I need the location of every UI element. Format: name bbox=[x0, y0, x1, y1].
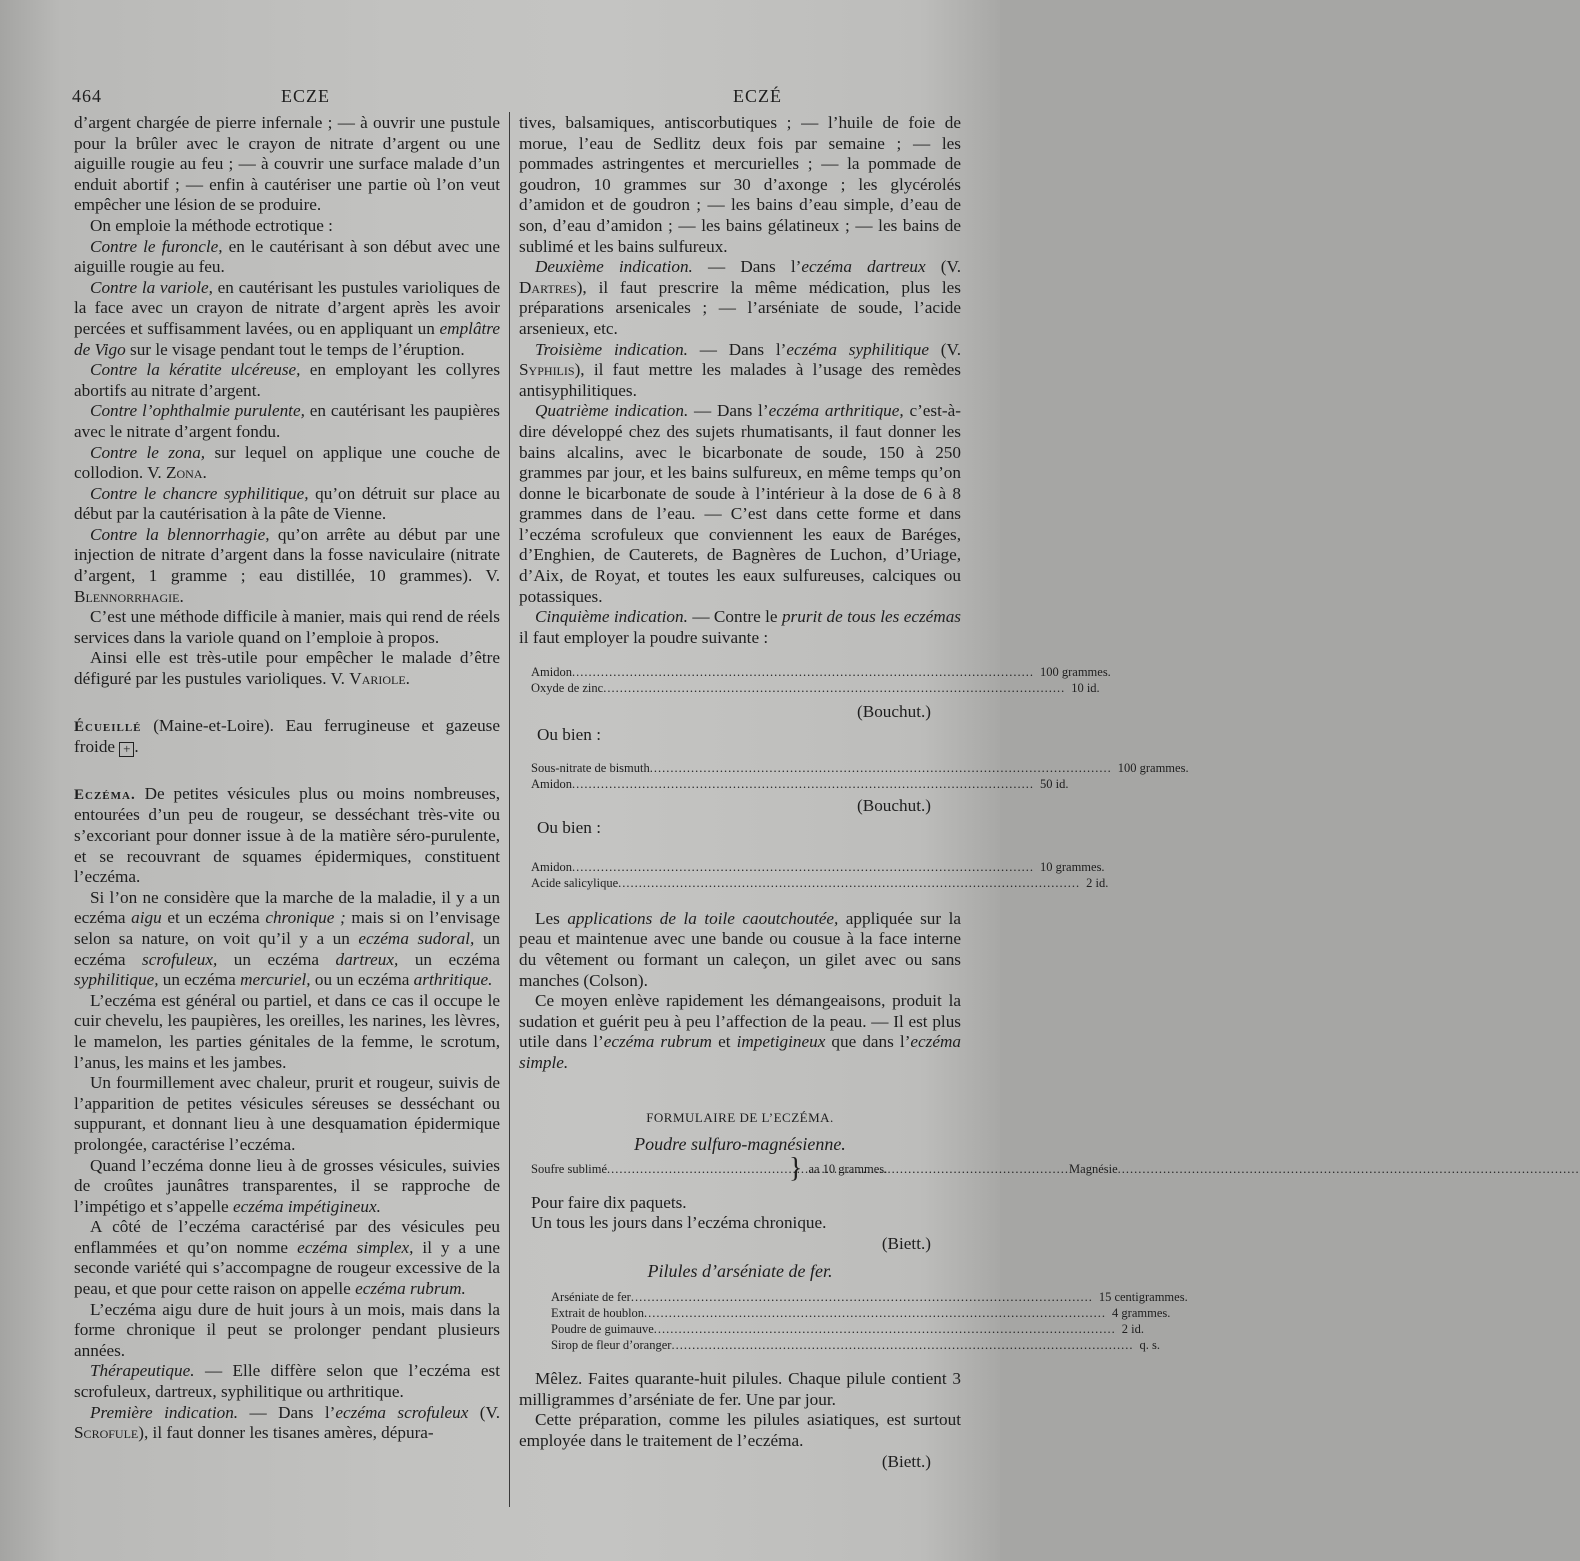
running-head-right: ECZÉ bbox=[733, 86, 782, 106]
formula-1-ingredients: Soufre sublimé ..... Magnésie ..... } aa 10 grammes. bbox=[531, 1155, 961, 1183]
paragraph: A côté de l’eczéma caractérisé par des vésicules peu enflammées et qu’on nomme eczéma simplex, il y a une seconde variété qui s’accompagne de rougeur excessive de la peau, et que pour cette raison on appelle eczéma rubrum. bbox=[74, 1217, 500, 1299]
source-citation: (Bouchut.) bbox=[857, 702, 931, 722]
formula-title: Poudre sulfuro-magnésienne. bbox=[634, 1134, 846, 1155]
paragraph: Si l’on ne considère que la marche de la maladie, il y a un eczéma aigu et un eczéma chronique ; mais si on l’envisage selon sa nature, on voit qu’il y a un eczéma sudoral, un eczéma scrofuleux, un eczéma dartreux, un eczéma syphilitique, un eczéma mercuriel, ou un eczéma arthritique. bbox=[74, 887, 501, 990]
recipe-line: Amidon ..... 10 grammes. bbox=[531, 859, 821, 875]
recipe-line: Oxyde de zinc ..... 10 id. bbox=[531, 680, 821, 696]
recipe-line: Sirop de fleur d’oranger ..... q. s. bbox=[551, 1337, 911, 1353]
paragraph: Deuxième indication. — Dans l’eczéma dartreux (V. Dartres), il faut prescrire la même médication, plus les préparations arsenicales ; — l’arséniate de soude, l’acide arsenieux, etc. bbox=[519, 257, 961, 338]
recipe-line: Amidon ..... 100 grammes. bbox=[531, 664, 821, 680]
recipe-3 bbox=[531, 859, 1109, 891]
recipe-2 bbox=[531, 760, 1189, 792]
paragraph: Contre l’ophthalmie purulente, en cautérisant les paupières avec le nitrate d’argent fondu. bbox=[74, 401, 500, 441]
paragraph: d’argent chargée de pierre infernale ; — à ouvrir une pustule pour la brûler avec le crayon de nitrate d’argent ou une aiguille rougie au feu ; — à couvrir une surface malade d’un enduit abortif ; — enfin à cautériser une partie où l’on veut empêcher une lésion de se produire. bbox=[74, 113, 500, 215]
recipe-line: Sous-nitrate de bismuth ..... 100 grammes. bbox=[531, 760, 821, 776]
paragraph: Contre la variole, en cautérisant les pustules varioliques de la face avec un crayon de nitrate d’argent après les avoir percées et suffisamment lavées, ou en appliquant un emplâtre de Vigo sur le visage pendant tout le temps de l’éruption. bbox=[74, 277, 500, 359]
entry-ecueille: Écueillé (Maine-et-Loire). Eau ferrugineuse et gazeuse froide + . bbox=[74, 715, 500, 757]
recipe-line: Arséniate de fer ..... 15 centigrammes. bbox=[551, 1289, 911, 1305]
paragraph: Contre la blennorrhagie, qu’on arrête au début par une injection de nitrate d’argent dans la fosse naviculaire (nitrate d’argent, 1 gramme ; eau distillée, 10 grammes). V. Blennorrhagie. bbox=[74, 524, 500, 606]
paragraph: Thérapeutique. — Elle diffère selon que l’eczéma est scrofuleux, dartreux, syphilitique ou arthritique. bbox=[74, 1361, 500, 1402]
right-column bbox=[519, 113, 1189, 1472]
source-citation: (Biett.) bbox=[881, 1233, 931, 1253]
entry-eczema: Eczéma. De petites vésicules plus ou moins nombreuses, entourées d’un peu de rougeur, se desséchant très-vite ou s’excoriant pour donner issue à de la matière séro-purulente, et se recouvrant de squames épidermiques, constituent l’eczéma. bbox=[74, 783, 500, 887]
headword: Eczéma. bbox=[74, 786, 136, 803]
or-text: Ou bien : bbox=[537, 725, 601, 745]
paragraph: Ainsi elle est très-utile pour empêcher le malade d’être défiguré par les pustules varioliques. V. Variole. bbox=[74, 648, 500, 689]
left-column bbox=[74, 113, 500, 1444]
source-citation: (Bouchut.) bbox=[857, 795, 931, 815]
page-number: 464 bbox=[72, 86, 102, 106]
paragraph: Contre la kératite ulcéreuse, en employant les collyres abortifs au nitrate d’argent. bbox=[74, 360, 501, 400]
column-divider bbox=[509, 112, 510, 1507]
paragraph: Quatrième indication. — Dans l’eczéma arthritique, c’est-à-dire développé chez des sujets rhumatisants, il faut donner les bains alcalins, avec le bicarbonate de soude, 150 à 250 grammes par jour, et les bains sulfureux, en même temps qu’on donne le bicarbonate de soude à l’intérieur à la dose de 6 à 8 grammes dans de l’eau. — C’est dans cette forme et dans l’eczéma scrofuleux que conviennent les eaux de Baréges, d’Enghien, de Cauterets, de Bagnères de Luchon, d’Uriage, d’Aix, de Royat, et toutes les eaux sulfureuses, calciques ou potassiques. bbox=[519, 401, 961, 606]
paragraph: Première indication. — Dans l’eczéma scrofuleux (V. Scrofule), il faut donner les tisanes amères, dépura- bbox=[74, 1402, 500, 1443]
paragraph: Quand l’eczéma donne lieu à de grosses vésicules, suivies de croûtes jaunâtres transparentes, il se rapproche de l’impétigo et s’appelle eczéma impétigineux. bbox=[74, 1155, 500, 1216]
running-head-left: ECZE bbox=[281, 86, 330, 106]
recipe-1 bbox=[531, 664, 1111, 696]
formula-instruction: Un tous les jours dans l’eczéma chronique. bbox=[531, 1213, 827, 1233]
formula-quantity: aa 10 grammes. bbox=[808, 1161, 888, 1176]
paragraph: Ce moyen enlève rapidement les démangeaisons, produit la sudation et guérit peu à peu l’affection de la peau. — Il est plus utile dans l’eczéma rubrum et impetigineux que dans l’eczéma simple. bbox=[519, 991, 962, 1072]
or-text: Ou bien : bbox=[537, 818, 601, 838]
source-citation: (Biett.) bbox=[881, 1451, 931, 1471]
formulary-heading: FORMULAIRE DE L’ECZÉMA. bbox=[646, 1109, 834, 1125]
paragraph: Les applications de la toile caoutchoutée, appliquée sur la peau et maintenue avec une bande ou cousue à la face interne du vêtement ou formant un caleçon, un gilet avec ou sans manches (Colson). bbox=[519, 908, 961, 990]
recipe-line: Poudre de guimauve ..... 2 id. bbox=[551, 1321, 911, 1337]
formula-2-ingredients bbox=[551, 1289, 1188, 1353]
paragraph: Cinquième indication. — Contre le prurit de tous les eczémas il faut employer la poudre suivante : bbox=[519, 607, 961, 647]
recipe-line: Extrait de houblon ..... 4 grammes. bbox=[551, 1305, 911, 1321]
formula-instruction: Pour faire dix paquets. bbox=[531, 1192, 687, 1212]
paragraph: Un fourmillement avec chaleur, prurit et rougeur, suivis de l’apparition de petites vésicules séreuses se desséchant ou suppurant, et donnant lieu à une desquamation épidermique prolongée, caractérise l’eczéma. bbox=[74, 1073, 500, 1154]
paragraph: tives, balsamiques, antiscorbutiques ; — l’huile de foie de morue, l’eau de Sedlitz deux fois par semaine ; — les pommades astringentes et mercurielles ; — la pommade de goudron, 10 grammes sur 30 d’axonge ; les glycérolés d’amidon et de goudron ; — les bains d’eau simple, d’eau de son, d’eau d’amidon ; — les bains gélatineux ; — les bains de sublimé et les bains sulfureux. bbox=[519, 113, 961, 256]
paragraph: C’est une méthode difficile à manier, mais qui rend de réels services dans la variole quand on l’emploie à propos. bbox=[74, 607, 500, 647]
paragraph: Contre le chancre syphilitique, qu’on détruit sur place au début par la cautérisation à la pâte de Vienne. bbox=[74, 483, 500, 524]
recipe-line: Amidon ..... 50 id. bbox=[531, 776, 821, 792]
paragraph: Contre le zona, sur lequel on applique une couche de collodion. V. Zona. bbox=[74, 442, 501, 483]
headword: Écueillé bbox=[74, 718, 142, 735]
paragraph: Troisième indication. — Dans l’eczéma syphilitique (V. Syphilis), il faut mettre les malades à l’usage des remèdes antisyphilitiques. bbox=[519, 339, 962, 400]
paragraph: On emploie la méthode ectrotique : bbox=[90, 215, 333, 235]
paragraph: Mêlez. Faites quarante-huit pilules. Chaque pilule contient 3 milligrammes d’arséniate de fer. Une par jour. bbox=[519, 1369, 961, 1409]
paragraph: L’eczéma aigu dure de huit jours à un mois, mais dans la forme chronique il peut se prolonger pendant plusieurs années. bbox=[74, 1299, 500, 1360]
brace-symbol: } bbox=[789, 1152, 803, 1184]
recipe-line: Acide salicylique ..... 2 id. bbox=[531, 875, 821, 891]
paragraph: L’eczéma est général ou partiel, et dans ce cas il occupe le cuir chevelu, les paupières, les oreilles, les narines, les lèvres, le mamelon, les parties génitales de la femme, le scrotum, l’anus, les mains et les jambes. bbox=[74, 990, 500, 1072]
paragraph: Cette préparation, comme les pilules asiatiques, est surtout employée dans le traitement de l’eczéma. bbox=[519, 1410, 961, 1450]
paragraph: Contre le furoncle, en le cautérisant à son début avec une aiguille rougie au feu. bbox=[74, 236, 500, 277]
plus-box-icon: + bbox=[119, 742, 134, 757]
formula-title: Pilules d’arséniate de fer. bbox=[647, 1260, 833, 1281]
